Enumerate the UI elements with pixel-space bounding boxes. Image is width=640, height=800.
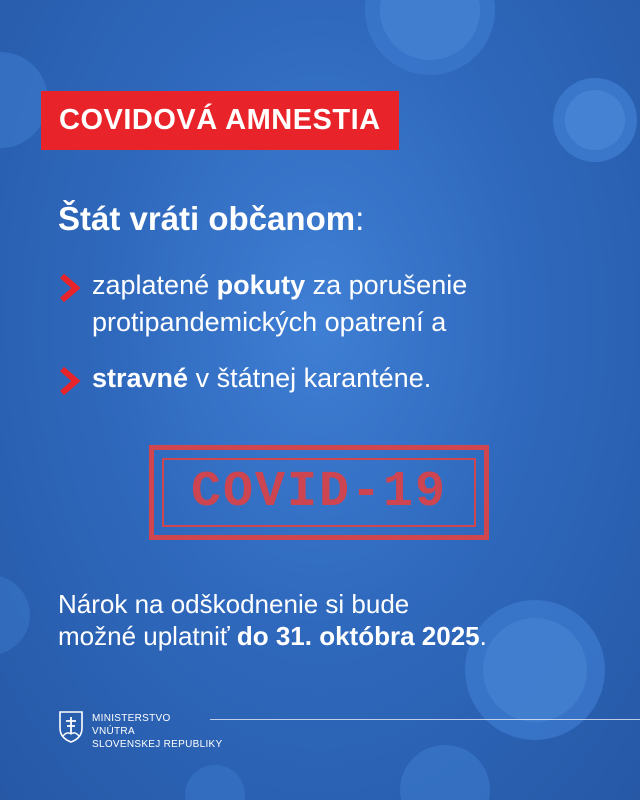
virus-icon (175, 750, 255, 800)
list-item-text: zaplatené pokuty za porušenie protipandemických opatrení a (92, 270, 468, 337)
footer-divider (210, 719, 640, 720)
claim-text: Nárok na odškodnenie si bude možné uplatniť do 31. októbra 2025. (58, 589, 487, 651)
chevron-right-icon (58, 366, 82, 396)
headline: Štát vráti občanom: (58, 200, 365, 237)
chevron-right-icon (58, 273, 82, 303)
stamp-text: COVID-19 (190, 464, 448, 521)
virus-icon (0, 560, 40, 670)
covid-stamp (149, 445, 489, 540)
virus-icon (540, 65, 640, 175)
ministry-name: MINISTERSTVO VNÚTRA SLOVENSKEJ REPUBLIKY (92, 713, 223, 750)
virus-icon (390, 735, 500, 800)
coat-of-arms-icon (58, 710, 84, 744)
title-badge: COVIDOVÁ AMNESTIA (41, 91, 399, 150)
virus-icon (330, 0, 530, 90)
list-item-text: stravné v štátnej karanténe. (92, 363, 432, 393)
